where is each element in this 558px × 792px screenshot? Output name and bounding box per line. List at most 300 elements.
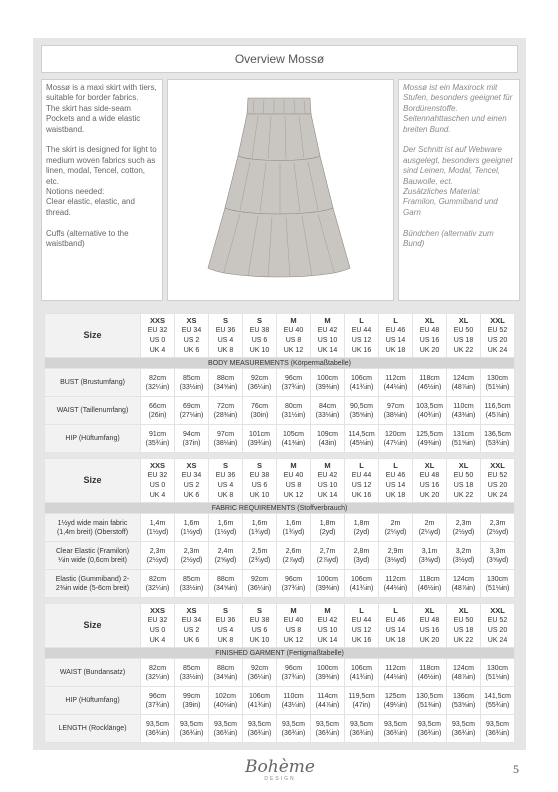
size-code: XXS [149,460,165,470]
metric-value: 110cm [453,402,474,410]
size-eu: EU 46 [385,326,406,334]
size-us: US 10 [317,336,338,344]
measurement-cell [311,570,345,598]
metric-value: 2,3m [489,519,506,527]
metric-value: 93,5cm [180,720,203,728]
measurement-cell [141,425,175,453]
imperial-value: (48⅞in) [451,584,476,592]
measurement-cell [243,570,277,598]
imperial-value: (36¾in) [247,729,272,737]
size-code: XXS [149,315,165,325]
imperial-value: (36¼in) [247,584,272,592]
section-row [45,648,515,659]
size-us: US 4 [217,336,234,344]
measurement-cell [209,715,243,743]
size-eu: EU 42 [317,326,338,334]
measurement-cell [481,570,515,598]
size-eu: EU 40 [283,326,304,334]
size-uk: UK 22 [453,346,474,354]
size-uk: UK 24 [487,346,508,354]
size-eu: EU 32 [147,471,168,479]
imperial-value: (36¾in) [315,729,340,737]
size-header-row [45,459,515,503]
metric-value: 2,7m [319,547,336,555]
metric-value: 93,5cm [384,720,407,728]
imperial-value: (28⅜in) [213,411,238,419]
size-code: S [222,315,228,325]
size-uk: UK 22 [453,636,474,644]
size-column-header [413,459,447,503]
metric-value: 69cm [182,402,201,410]
measurement-cell [277,542,311,570]
imperial-value: (44⅛in) [383,584,408,592]
imperial-value: (36¾in) [349,729,374,737]
measurement-cell [311,687,345,715]
measurement-cell [277,687,311,715]
imperial-value: (37¾in) [281,584,306,592]
measurement-cell [413,542,447,570]
imperial-value: (37¾in) [281,383,306,391]
size-code: S [222,460,228,470]
imperial-value: (40⅛in) [213,701,238,709]
metric-value: 1,6m [183,519,200,527]
size-uk: UK 20 [419,491,440,499]
table-row [45,659,515,687]
measurement-cell [311,369,345,397]
size-column-header [209,604,243,648]
imperial-value: (39⅜in) [315,383,340,391]
imperial-value: (32¼in) [145,584,170,592]
size-code: XL [424,605,435,615]
imperial-value: (51⅛in) [485,673,510,681]
size-us: US 6 [251,626,268,634]
row-label [45,542,141,570]
metric-value: 130cm [486,575,508,583]
imperial-value: (48⅞in) [451,383,476,391]
size-us: US 4 [217,481,234,489]
size-eu: EU 52 [487,326,508,334]
table-row [45,687,515,715]
row-label-line: WAIST (Taillenumfang) [56,407,129,414]
imperial-value: (53⅝in) [451,701,476,709]
measurement-cell [379,397,413,425]
imperial-value: (35¾in) [145,439,170,447]
size-us: US 8 [285,336,302,344]
size-eu: EU 44 [351,616,372,624]
size-header-row [45,604,515,648]
description-english: Mossø is a maxi skirt with tiers, suitable for border fabrics. The skirt has side-seam Pockets and a wide elastic waistband. The skirt is designed for light to medium woven fabrics such as linen, modal, Tencel, cotton, etc. Notions needed: Clear elastic, elastic, and thread. Cuffs (alternative to the waistband) [41,79,163,301]
size-us: US 2 [183,626,200,634]
size-eu: EU 50 [453,471,474,479]
measurement-cell [413,570,447,598]
metric-value: 93,5cm [350,720,373,728]
size-uk: UK 16 [351,636,372,644]
imperial-value: (36¾in) [213,729,238,737]
imperial-value: (36¼in) [247,383,272,391]
size-column-header [447,459,481,503]
row-label-line: WAIST (Bundansatz) [59,669,126,676]
metric-value: 97cm [386,402,405,410]
measurement-cell [345,369,379,397]
imperial-value: (32¼in) [145,383,170,391]
metric-value: 84cm [318,402,337,410]
size-column-header [345,314,379,358]
size-us: US 0 [149,626,166,634]
metric-value: 2,3m [149,547,166,555]
metric-value: 102cm [214,692,236,700]
metric-value: 112cm [385,664,406,672]
size-column-header [141,314,175,358]
size-uk: UK 18 [385,346,406,354]
measurement-cell [481,659,515,687]
table-row [45,397,515,425]
measurement-cell [345,425,379,453]
row-label [45,687,141,715]
metric-value: 93,5cm [316,720,339,728]
imperial-value: (34⅝in) [213,673,238,681]
imperial-value: (46½in) [417,383,442,391]
size-label: Size [45,314,141,358]
size-uk: UK 18 [385,491,406,499]
measurement-cell [345,397,379,425]
size-uk: UK 8 [217,636,234,644]
size-code: XL [458,605,469,615]
measurement-cell [311,397,345,425]
row-label-line: ¼in wide (0,6cm breit) [58,556,127,564]
size-uk: UK 20 [419,346,440,354]
imperial-value: (26in) [148,411,167,419]
size-column-header [447,604,481,648]
size-uk: UK 24 [487,491,508,499]
size-uk: UK 12 [283,491,304,499]
brand-logo: Bohème [245,757,315,777]
size-code: XS [186,605,197,615]
size-code: XL [424,460,435,470]
metric-value: 100cm [316,374,338,382]
measurement-cell [447,514,481,542]
imperial-value: (41¾in) [349,673,374,681]
measurement-cell [481,687,515,715]
metric-value: 1,8m [353,519,370,527]
imperial-value: (43¼in) [281,701,306,709]
imperial-value: (2½yd) [486,528,509,536]
measurement-cell [209,397,243,425]
size-code: L [359,605,364,615]
size-code: XXL [490,460,505,470]
imperial-value: (38⅛in) [383,411,408,419]
metric-value: 101cm [248,430,270,438]
imperial-value: (2¼yd) [418,528,441,536]
size-code: L [393,315,398,325]
size-code: M [290,315,297,325]
size-label: Size [45,459,141,503]
imperial-value: (1¾yd) [248,528,271,536]
size-code: M [290,460,297,470]
size-code: XL [424,315,435,325]
metric-value: 141,5cm [484,692,511,700]
imperial-value: (46½in) [417,673,442,681]
imperial-value: (1½yd) [146,528,169,536]
imperial-value: (45⅛in) [349,439,374,447]
measurement-cell [379,687,413,715]
metric-value: 93,5cm [146,720,169,728]
imperial-value: (39⅜in) [315,584,340,592]
size-eu: EU 46 [385,471,406,479]
imperial-value: (35⅝in) [349,411,374,419]
measurement-cell [277,715,311,743]
size-code: S [256,460,262,470]
measurement-cell [209,687,243,715]
metric-value: 124cm [452,664,474,672]
measurement-cell [345,542,379,570]
size-header-row [45,314,515,358]
metric-value: 82cm [148,575,167,583]
size-uk: UK 6 [183,346,200,354]
row-label-line: 2⅜in wide (5-6cm breit) [55,584,130,592]
imperial-value: (45⅞in) [485,411,510,419]
metric-value: 2,3m [455,519,472,527]
size-code: S [222,605,228,615]
size-us: US 18 [453,336,474,344]
size-uk: UK 8 [217,491,234,499]
measurement-cell [277,659,311,687]
measurement-cell [447,369,481,397]
size-column-header [345,604,379,648]
metric-value: 112cm [385,374,406,382]
imperial-value: (32¼in) [145,673,170,681]
imperial-value: (39in) [182,701,201,709]
metric-value: 124cm [452,374,474,382]
measurement-cell [413,397,447,425]
body-measurements-table [44,313,515,453]
measurement-cell [141,369,175,397]
table-row [45,369,515,397]
metric-value: 118cm [419,664,440,672]
size-eu: EU 48 [419,616,440,624]
size-column-header [481,604,515,648]
imperial-value: (36¾in) [145,729,170,737]
metric-value: 106cm [350,575,372,583]
imperial-value: (46½in) [417,584,442,592]
imperial-value: (33½in) [179,383,204,391]
imperial-value: (33½in) [179,673,204,681]
metric-value: 92cm [250,575,269,583]
metric-value: 97cm [216,430,235,438]
size-code: L [359,315,364,325]
size-eu: EU 34 [181,616,202,624]
size-uk: UK 6 [183,636,200,644]
row-label [45,715,141,743]
size-uk: UK 4 [149,346,166,354]
row-label-line: (1,4m breit) (Oberstoff) [56,528,129,536]
size-code: M [324,605,331,615]
size-eu: EU 52 [487,471,508,479]
metric-value: 130cm [486,374,508,382]
size-eu: EU 36 [215,616,236,624]
metric-value: 124cm [452,575,474,583]
size-us: US 2 [183,481,200,489]
imperial-value: (49⅜in) [417,439,442,447]
measurement-cell [447,397,481,425]
imperial-value: (51⅛in) [485,383,510,391]
row-label-line: 1½yd wide main fabric [57,519,128,527]
metric-value: 2,9m [387,547,404,555]
size-eu: EU 48 [419,326,440,334]
metric-value: 100cm [316,575,338,583]
size-uk: UK 6 [183,491,200,499]
imperial-value: (1¾yd) [282,528,305,536]
metric-value: 119,5cm [348,692,375,700]
metric-value: 114cm [317,692,338,700]
size-eu: EU 38 [249,616,270,624]
section-row [45,503,515,514]
imperial-value: (39⅜in) [315,673,340,681]
measurement-cell [447,659,481,687]
skirt-drawing [168,80,393,300]
metric-value: 106cm [350,374,372,382]
measurement-cell [243,659,277,687]
metric-value: 92cm [250,664,269,672]
measurement-cell [141,397,175,425]
measurement-cell [413,715,447,743]
size-eu: EU 42 [317,616,338,624]
measurement-cell [379,514,413,542]
metric-value: 2,5m [251,547,268,555]
measurement-cell [209,425,243,453]
size-us: US 12 [351,626,372,634]
imperial-value: (1½yd) [180,528,203,536]
imperial-value: (27⅛in) [179,411,204,419]
size-code: XXL [490,605,505,615]
size-eu: EU 34 [181,471,202,479]
row-label-line: Clear Elastic (Framilon) [55,547,130,555]
measurement-cell [345,715,379,743]
imperial-value: (2yd) [353,528,370,536]
measurement-cell [481,542,515,570]
metric-value: 96cm [284,664,303,672]
measurement-cell [345,659,379,687]
size-us: US 6 [251,336,268,344]
size-code: XXL [490,315,505,325]
size-column-header [209,314,243,358]
size-uk: UK 14 [317,636,338,644]
imperial-value: (2¼yd) [384,528,407,536]
size-code: M [290,605,297,615]
size-eu: EU 44 [351,326,372,334]
size-us: US 0 [149,336,166,344]
metric-value: 120cm [384,430,406,438]
size-code: XL [458,460,469,470]
size-column-header [311,314,345,358]
imperial-value: (44⅛in) [383,673,408,681]
size-column-header [175,314,209,358]
metric-value: 88cm [216,664,235,672]
section-title: BODY MEASUREMENTS (Körpermaßtabelle) [45,358,515,369]
imperial-value: (49¼in) [383,701,408,709]
imperial-value: (36¾in) [417,729,442,737]
size-uk: UK 4 [149,636,166,644]
size-uk: UK 16 [351,346,372,354]
imperial-value: (38⅛in) [213,439,238,447]
metric-value: 1,6m [251,519,268,527]
imperial-value: (36¾in) [281,729,306,737]
imperial-value: (2⅞yd) [282,556,305,564]
metric-value: 1,8m [319,519,336,527]
measurement-cell [141,687,175,715]
row-label [45,425,141,453]
imperial-value: (37¾in) [281,673,306,681]
metric-value: 105cm [282,430,304,438]
measurement-cell [141,659,175,687]
size-eu: EU 32 [147,326,168,334]
measurement-cell [243,687,277,715]
metric-value: 2m [424,519,435,527]
metric-value: 3,2m [455,547,472,555]
metric-value: 93,5cm [214,720,237,728]
size-eu: EU 40 [283,616,304,624]
measurement-cell [175,425,209,453]
metric-value: 93,5cm [282,720,305,728]
size-us: US 6 [251,481,268,489]
metric-value: 93,5cm [418,720,441,728]
imperial-value: (37¾in) [145,701,170,709]
measurement-cell [175,397,209,425]
imperial-value: (44⅞in) [315,701,340,709]
measurement-cell [175,369,209,397]
measurement-cell [243,715,277,743]
metric-value: 118cm [419,575,440,583]
size-uk: UK 18 [385,636,406,644]
size-column-header [413,314,447,358]
size-uk: UK 12 [283,636,304,644]
metric-value: 131cm [452,430,474,438]
size-us: US 16 [419,481,440,489]
measurement-cell [413,369,447,397]
size-uk: UK 22 [453,491,474,499]
imperial-value: (47¼in) [383,439,408,447]
metric-value: 96cm [284,374,303,382]
imperial-value: (51⅜in) [417,701,442,709]
metric-value: 2m [390,519,401,527]
metric-value: 80cm [284,402,303,410]
size-eu: EU 34 [181,326,202,334]
size-code: M [324,460,331,470]
measurement-cell [311,715,345,743]
measurement-cell [447,425,481,453]
imperial-value: (36¾in) [179,729,204,737]
size-us: US 14 [385,336,406,344]
measurement-cell [277,397,311,425]
metric-value: 93,5cm [452,720,475,728]
imperial-value: (2½yd) [180,556,203,564]
size-us: US 2 [183,336,200,344]
size-column-header [277,604,311,648]
imperial-value: (36¾in) [485,729,510,737]
measurement-cell [141,715,175,743]
measurement-cell [379,715,413,743]
metric-value: 116,5cm [484,402,511,410]
imperial-value: (3⅛yd) [384,556,407,564]
row-label-line: Elastic (Gummiband) 2- [55,575,130,583]
section-title: FINISHED GARMENT (Fertigmaßtabelle) [45,648,515,659]
measurement-cell [277,369,311,397]
measurement-cell [481,425,515,453]
size-column-header [447,314,481,358]
size-column-header [175,459,209,503]
imperial-value: (44⅛in) [383,383,408,391]
measurement-cell [311,659,345,687]
table-row [45,514,515,542]
